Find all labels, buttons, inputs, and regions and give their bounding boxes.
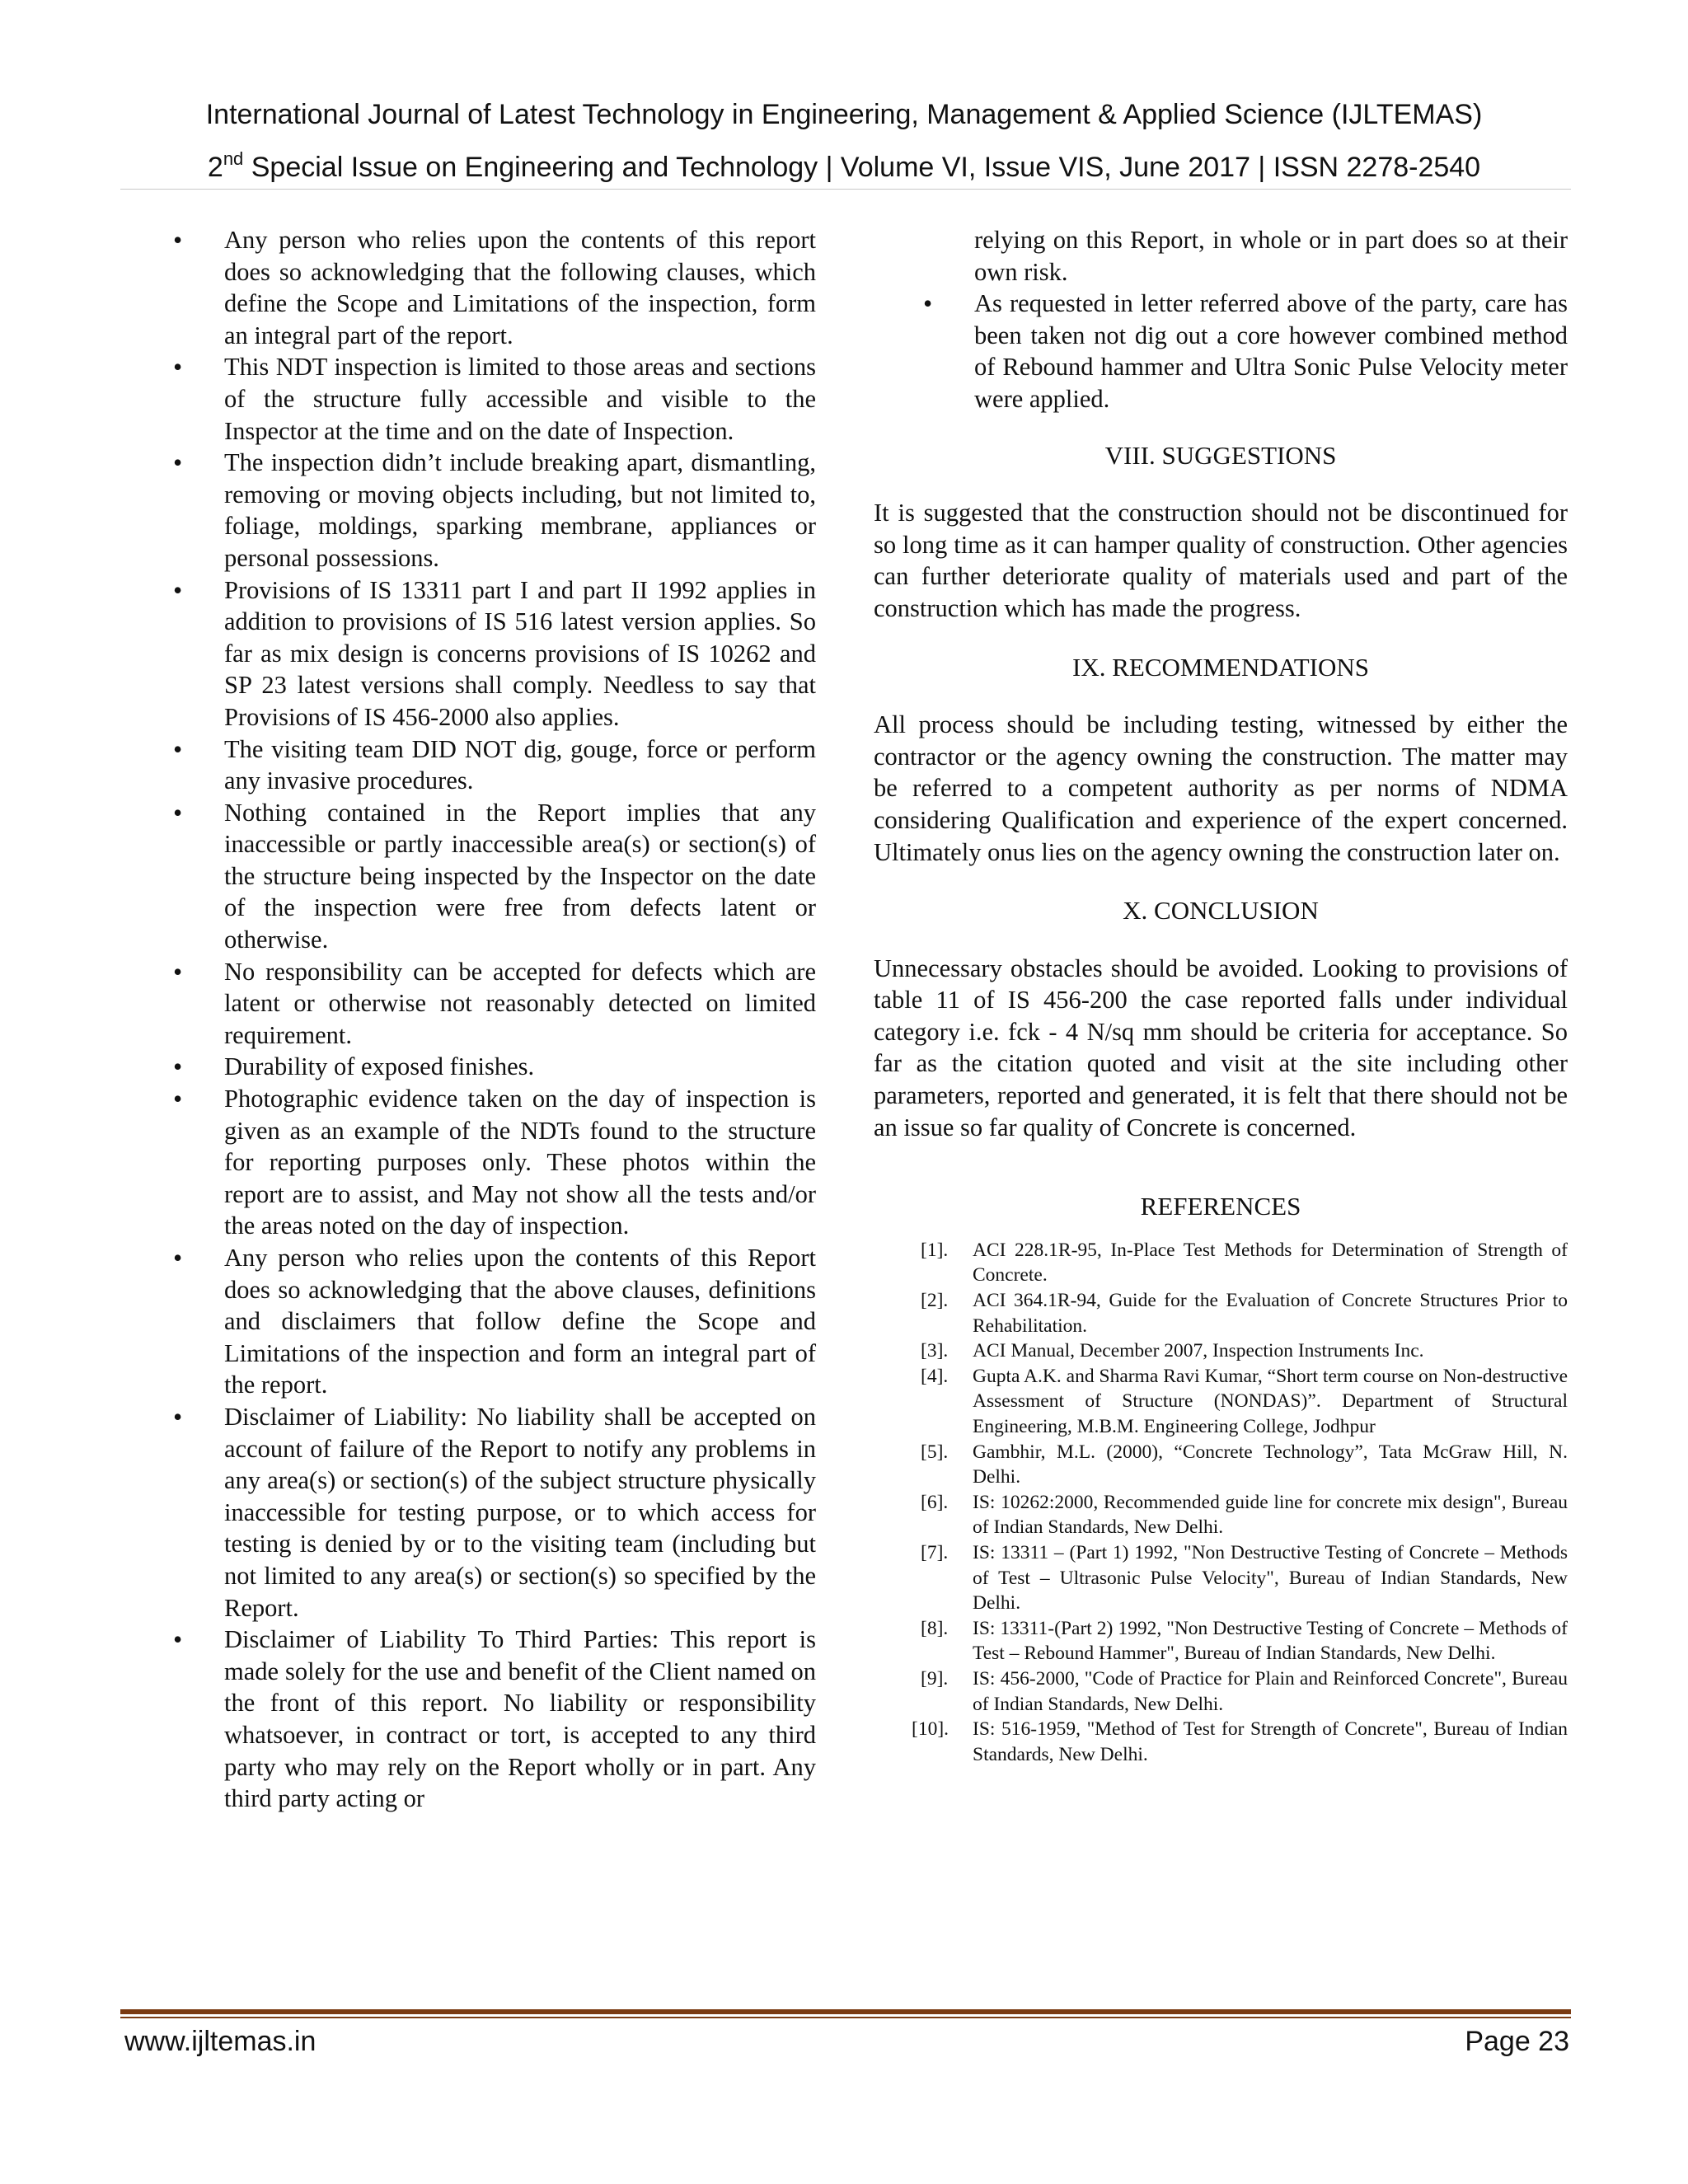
- section-heading-conclusion: X. CONCLUSION: [1123, 896, 1319, 926]
- issue-number: 2: [207, 152, 223, 183]
- reference-number: [5].: [921, 1441, 949, 1463]
- list-item-continuation: [874, 224, 1568, 288]
- reference-number: [7].: [921, 1541, 949, 1563]
- reference-text: IS: 13311 – (Part 1) 1992, "Non Destructive Testing of Concrete – Methods of Test – Ultrasonic Pulse Velocity", Bureau of Indian Standards, New Delhi.: [973, 1541, 1568, 1615]
- list-item: • Photographic evidence taken on the day of inspection is given as an example of the NDTs found to the structure for reporting purposes only. These photos within the report are to assist, and May not show all the tests and/or the areas noted on the day of inspection.: [173, 1083, 816, 1242]
- reference-number: [2].: [921, 1290, 949, 1312]
- disclaimer-list-continued: [874, 224, 1568, 415]
- header-divider: [120, 189, 1571, 190]
- footer-website: www.ijltemas.in: [124, 2026, 316, 2057]
- list-item: • Nothing contained in the Report implies that any inaccessible or partly inaccessible area(s) or section(s) of the structure being inspected by the Inspector on the date of the inspection were free from defects latent or otherwise.: [173, 797, 816, 956]
- list-item: • This NDT inspection is limited to those areas and sections of the structure fully accessible and visible to the Inspector at the time and on the date of Inspection.: [173, 351, 816, 447]
- reference-number: [4].: [921, 1365, 949, 1387]
- reference-item: [874, 1338, 1568, 1364]
- reference-text: ACI Manual, December 2007, Inspection Instruments Inc.: [973, 1340, 1424, 1362]
- list-item: • The visiting team DID NOT dig, gouge, force or perform any invasive procedures.: [173, 733, 816, 797]
- reference-text: IS: 10262:2000, Recommended guide line for concrete mix design", Bureau of Indian Standards, New Delhi.: [973, 1491, 1568, 1539]
- footer-divider-thin: [120, 2017, 1571, 2018]
- reference-item: [874, 1490, 1568, 1540]
- section-heading-recommendations: IX. RECOMMENDATIONS: [1072, 652, 1369, 682]
- reference-number: [1].: [921, 1239, 949, 1261]
- reference-number: [8].: [921, 1617, 949, 1639]
- page-number: Page 23: [1465, 2026, 1569, 2057]
- journal-title: International Journal of Latest Technology in Engineering, Management & Applied Science (IJLTEMAS): [205, 99, 1483, 130]
- reference-text: Gupta A.K. and Sharma Ravi Kumar, “Short term course on Non-destructive Assessment of Structure (NONDAS)”. Department of Structural Engineering, M.B.M. Engineering College, Jodhpur: [973, 1365, 1568, 1437]
- list-item: • Durability of exposed finishes.: [173, 1051, 816, 1083]
- list-item: • No responsibility can be accepted for defects which are latent or otherwise not reasonably detected on limited requirement.: [173, 956, 816, 1052]
- reference-text: IS: 516-1959, "Method of Test for Strength of Concrete", Bureau of Indian Standards, New Delhi.: [973, 1718, 1568, 1765]
- continuation-text: relying on this Report, in whole or in part does so at their own risk.: [974, 226, 1568, 286]
- reference-item: [874, 1717, 1568, 1767]
- reference-text: IS: 456-2000, "Code of Practice for Plain and Reinforced Concrete", Bureau of Indian Standards, New Delhi.: [973, 1667, 1568, 1715]
- reference-text: ACI 364.1R-94, Guide for the Evaluation of Concrete Structures Prior to Rehabilitation.: [973, 1290, 1568, 1337]
- list-item-text: As requested in letter referred above of the party, care has been taken not dig out a core however combined method of Rebound hammer and Ultra Sonic Pulse Velocity meter were applied.: [974, 289, 1568, 413]
- reference-item: [874, 1616, 1568, 1666]
- reference-text: ACI 228.1R-95, In-Place Test Methods for Determination of Strength of Concrete.: [973, 1239, 1568, 1286]
- references-list: [874, 1238, 1568, 1767]
- reference-text: IS: 13311-(Part 2) 1992, "Non Destructive Testing of Concrete – Methods of Test – Rebound Hammer", Bureau of Indian Standards, New Delhi.: [973, 1617, 1568, 1665]
- section-heading-references: REFERENCES: [1140, 1192, 1301, 1221]
- reference-number: [6].: [921, 1491, 949, 1513]
- reference-item: [874, 1288, 1568, 1338]
- list-item: • Provisions of IS 13311 part I and part II 1992 applies in addition to provisions of IS 516 latest version applies. So far as mix design is concerns provisions of IS 10262 and SP 23 latest versions shall comply. Needless to say that Provisions of IS 456-2000 also applies.: [173, 574, 816, 733]
- list-item: [874, 288, 1568, 415]
- bullet-marker: [923, 288, 932, 321]
- list-item: • Disclaimer of Liability To Third Parties: This report is made solely for the use and benefit of the Client named on the front of this report. No liability or responsibility whatsoever, in contract or tort, is accepted to any third party who may rely on the Report wholly or in part. Any third party acting or: [173, 1624, 816, 1815]
- reference-number: [3].: [921, 1340, 949, 1362]
- left-column: [173, 224, 816, 1815]
- reference-item: [874, 1238, 1568, 1288]
- issue-details: Special Issue on Engineering and Technology | Volume VI, Issue VIS, June 2017 | ISSN 2278-2540: [243, 152, 1481, 183]
- section-heading-suggestions: VIII. SUGGESTIONS: [1104, 440, 1337, 470]
- right-column: [874, 224, 1568, 1767]
- footer-divider-thick: [120, 2009, 1571, 2014]
- reference-number: [10].: [912, 1718, 950, 1741]
- issue-info: [0, 137, 1688, 190]
- list-item: • Any person who relies upon the contents of this report does so acknowledging that the following clauses, which define the Scope and Limitations of the inspection, form an integral part of the report.: [173, 224, 816, 351]
- list-item: • Disclaimer of Liability: No liability shall be accepted on account of failure of the Report to notify any problems in any area(s) or section(s) of the subject structure physically inaccessible for testing purpose, or to which access for testing is denied by or to the visiting team (including but not limited to any area(s) or section(s) so specified by the Report.: [173, 1401, 816, 1624]
- issue-number-suffix: nd: [223, 148, 244, 169]
- reference-item: [874, 1440, 1568, 1490]
- list-item: • The inspection didn’t include breaking apart, dismantling, removing or moving objects including, but not limited to, foliage, moldings, sparking membrane, appliances or personal possessions.: [173, 447, 816, 574]
- reference-number: [9].: [921, 1667, 949, 1690]
- reference-item: [874, 1666, 1568, 1717]
- reference-text: Gambhir, M.L. (2000), “Concrete Technology”, Tata McGraw Hill, N. Delhi.: [973, 1441, 1568, 1488]
- conclusion-text: Unnecessary obstacles should be avoided. Looking to provisions of table 11 of IS 456-200 the case reported falls under individual category i.e. fck - 4 N/sq mm should be criteria for acceptance. So far as the citation quoted and visit at the site including other parameters, reported and generated, it is felt that there should not be an issue so far quality of Concrete is concerned.: [874, 954, 1568, 1141]
- list-item: • Any person who relies upon the contents of this Report does so acknowledging that the above clauses, definitions and disclaimers that follow define the Scope and Limitations of the inspection and form an integral part of the report.: [173, 1242, 816, 1401]
- suggestions-text: It is suggested that the construction should not be discontinued for so long time as it can hamper quality of construction. Other agencies can further deteriorate quality of materials used and part of the construction which has made the progress.: [874, 499, 1568, 622]
- recommendations-text: All process should be including testing, witnessed by either the contractor or the agency owning the construction. The matter may be referred to a competent authority as per norms of NDMA considering Qualification and experience of the expert concerned. Ultimately onus lies on the agency owning the construction later on.: [874, 710, 1568, 866]
- reference-item: [874, 1364, 1568, 1440]
- reference-item: [874, 1540, 1568, 1616]
- journal-header: [0, 92, 1688, 190]
- disclaimer-list: [173, 224, 816, 1815]
